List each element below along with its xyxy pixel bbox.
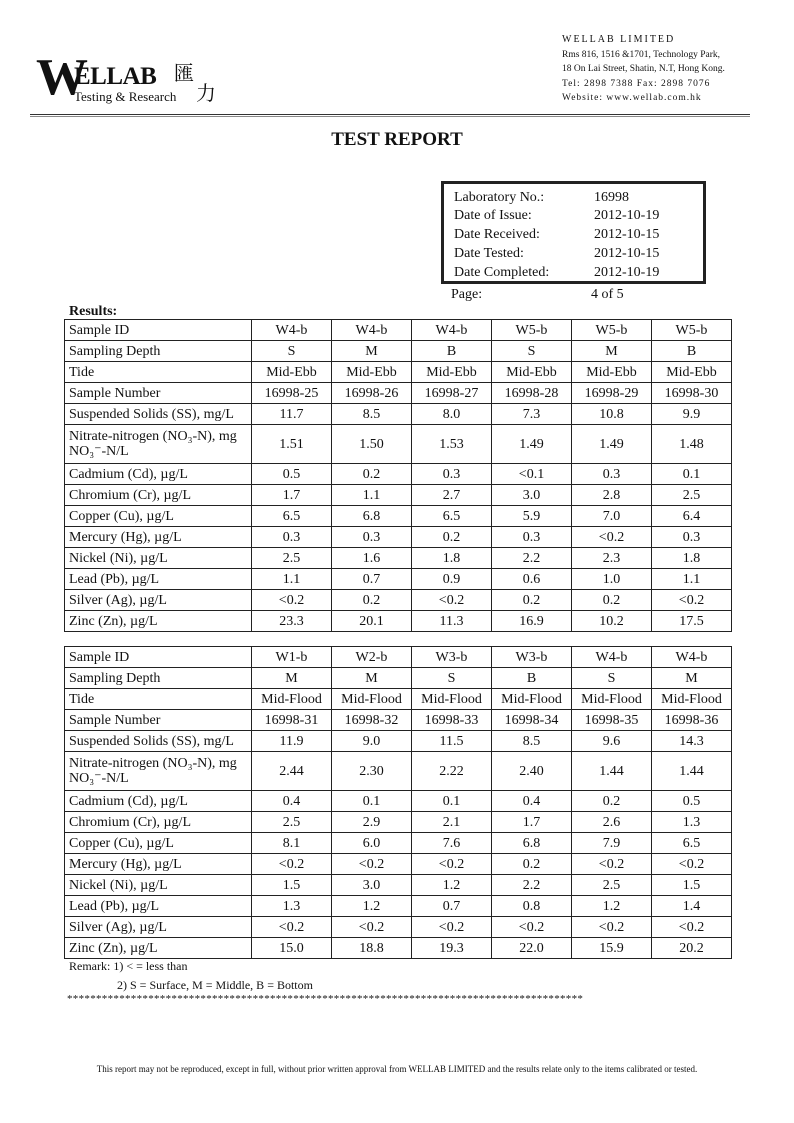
results-table-2	[64, 646, 732, 959]
table-cell: Mid-Flood	[412, 689, 492, 710]
table-row-hg	[65, 527, 732, 548]
table-cell: S	[492, 341, 572, 362]
table-cell: 0.3	[572, 464, 652, 485]
row-label: Chromium (Cr), µg/L	[65, 485, 252, 506]
lab-no-value: 16998	[594, 190, 629, 205]
table-cell: 16998-31	[252, 710, 332, 731]
table-cell: 11.7	[252, 404, 332, 425]
table-cell: 0.6	[492, 569, 572, 590]
table-cell: S	[252, 341, 332, 362]
table-cell: <0.2	[252, 854, 332, 875]
company-name: WELLAB LIMITED	[562, 34, 676, 45]
table-cell: 1.3	[652, 812, 732, 833]
company-info	[562, 33, 725, 106]
table-cell: 9.9	[652, 404, 732, 425]
table-cell: M	[332, 668, 412, 689]
table-cell: W3-b	[492, 647, 572, 668]
row-label: Mercury (Hg), µg/L	[65, 854, 252, 875]
table-row-sample-number	[65, 710, 732, 731]
table-row-ni	[65, 548, 732, 569]
table-cell: 0.3	[492, 527, 572, 548]
logo-cjk-1: 匯	[174, 61, 194, 85]
table-cell: <0.2	[492, 917, 572, 938]
table-cell: 9.0	[332, 731, 412, 752]
row-label: Mercury (Hg), µg/L	[65, 527, 252, 548]
table-cell: Mid-Ebb	[652, 362, 732, 383]
table-cell: Mid-Flood	[492, 689, 572, 710]
table-cell: Mid-Flood	[572, 689, 652, 710]
row-label: Chromium (Cr), µg/L	[65, 812, 252, 833]
table-cell: W4-b	[572, 647, 652, 668]
table-cell: 16998-34	[492, 710, 572, 731]
table-row-tide	[65, 362, 732, 383]
table-cell: 8.1	[252, 833, 332, 854]
row-label: Cadmium (Cd), µg/L	[65, 791, 252, 812]
table-cell: W4-b	[252, 320, 332, 341]
table-cell: 0.2	[492, 590, 572, 611]
received-value: 2012-10-15	[594, 227, 660, 242]
report-info-box	[441, 181, 706, 284]
table-cell: 8.5	[492, 731, 572, 752]
table-row-zn	[65, 611, 732, 632]
table-cell: 0.4	[252, 791, 332, 812]
lab-no-label: Laboratory No.:	[454, 190, 545, 205]
row-label: Silver (Ag), µg/L	[65, 917, 252, 938]
table-cell: 1.6	[332, 548, 412, 569]
table-cell: <0.2	[652, 917, 732, 938]
table-cell: W4-b	[332, 320, 412, 341]
table-cell: 2.2	[492, 548, 572, 569]
table-cell: 8.5	[332, 404, 412, 425]
table-cell: 0.3	[252, 527, 332, 548]
page-label: Page:	[451, 287, 483, 302]
table-row-hg	[65, 854, 732, 875]
table-row-ni	[65, 875, 732, 896]
header-rule-thin	[30, 116, 750, 117]
table-cell: W4-b	[652, 647, 732, 668]
company-website: Website: www.wellab.com.hk	[562, 93, 702, 103]
table-cell: 6.5	[252, 506, 332, 527]
remark-2: 2) S = Surface, M = Middle, B = Bottom	[117, 978, 313, 992]
table-cell: M	[252, 668, 332, 689]
table-cell: 16998-30	[652, 383, 732, 404]
table-cell: 2.9	[332, 812, 412, 833]
table-cell: 6.8	[492, 833, 572, 854]
table-cell: 23.3	[252, 611, 332, 632]
table-cell: 1.2	[412, 875, 492, 896]
end-of-results-divider: *****************************************************************************************	[67, 993, 584, 1005]
table-cell: 0.2	[332, 464, 412, 485]
table-cell: 11.3	[412, 611, 492, 632]
table-cell: 14.3	[652, 731, 732, 752]
table-cell: 16998-36	[652, 710, 732, 731]
table-cell: 2.30	[332, 752, 412, 791]
table-cell: 7.0	[572, 506, 652, 527]
table-row-depth	[65, 341, 732, 362]
page-value: 4 of 5	[591, 287, 624, 302]
table-row-tide	[65, 689, 732, 710]
table-cell: 0.2	[492, 854, 572, 875]
table-cell: 16.9	[492, 611, 572, 632]
table-cell: 0.2	[332, 590, 412, 611]
table-cell: Mid-Flood	[252, 689, 332, 710]
table-cell: 3.0	[332, 875, 412, 896]
row-label: Lead (Pb), µg/L	[65, 896, 252, 917]
table-row-cr	[65, 812, 732, 833]
table-cell: 16998-29	[572, 383, 652, 404]
table-cell: 11.5	[412, 731, 492, 752]
results-label: Results:	[69, 304, 118, 319]
received-label: Date Received:	[454, 227, 540, 242]
table-cell: 22.0	[492, 938, 572, 959]
issue-value: 2012-10-19	[594, 208, 660, 223]
tested-value: 2012-10-15	[594, 246, 660, 261]
table-cell: 2.2	[492, 875, 572, 896]
table-row-pb	[65, 569, 732, 590]
table-cell: 0.5	[252, 464, 332, 485]
remark-1: Remark: 1) < = less than	[69, 959, 188, 973]
table-cell: M	[652, 668, 732, 689]
issue-label: Date of Issue:	[454, 208, 532, 223]
table-cell: 15.9	[572, 938, 652, 959]
company-address-2: 18 On Lai Street, Shatin, N.T, Hong Kong.	[562, 64, 725, 74]
table-cell: 6.5	[412, 506, 492, 527]
table-cell: Mid-Ebb	[492, 362, 572, 383]
table-cell: <0.2	[252, 917, 332, 938]
table-row-ss	[65, 404, 732, 425]
table-cell: 16998-33	[412, 710, 492, 731]
table-cell: 18.8	[332, 938, 412, 959]
table-cell: 2.6	[572, 812, 652, 833]
row-label: Nickel (Ni), µg/L	[65, 548, 252, 569]
table-cell: 1.5	[252, 875, 332, 896]
row-label: Suspended Solids (SS), mg/L	[65, 404, 252, 425]
table-cell: 17.5	[652, 611, 732, 632]
table-cell: <0.2	[572, 527, 652, 548]
table-cell: 0.7	[332, 569, 412, 590]
table-cell: 1.1	[652, 569, 732, 590]
table-row-cu	[65, 506, 732, 527]
table-cell: M	[572, 341, 652, 362]
table-cell: S	[412, 668, 492, 689]
row-label: Nickel (Ni), µg/L	[65, 875, 252, 896]
table-cell: 1.7	[252, 485, 332, 506]
results-table-1	[64, 319, 732, 632]
row-label: Zinc (Zn), µg/L	[65, 611, 252, 632]
row-label: Sampling Depth	[65, 341, 252, 362]
table-cell: 0.2	[412, 527, 492, 548]
table-cell: <0.2	[332, 917, 412, 938]
table-cell: 1.4	[652, 896, 732, 917]
table-cell: 0.2	[572, 791, 652, 812]
table-cell: 0.1	[332, 791, 412, 812]
table-cell: <0.2	[572, 917, 652, 938]
table-row-ag	[65, 590, 732, 611]
table-cell: Mid-Flood	[332, 689, 412, 710]
table-row-cu	[65, 833, 732, 854]
row-label: Sample Number	[65, 383, 252, 404]
table-cell: 2.1	[412, 812, 492, 833]
row-label: Silver (Ag), µg/L	[65, 590, 252, 611]
table-cell: S	[572, 668, 652, 689]
table-row-depth	[65, 668, 732, 689]
table-cell: 1.0	[572, 569, 652, 590]
table-cell: 1.44	[652, 752, 732, 791]
table-cell: 7.3	[492, 404, 572, 425]
table-cell: 3.0	[492, 485, 572, 506]
table-cell: 2.8	[572, 485, 652, 506]
logo-cjk-2: 力	[196, 81, 216, 105]
table-cell: <0.2	[652, 590, 732, 611]
row-label: Zinc (Zn), µg/L	[65, 938, 252, 959]
table-row-ag	[65, 917, 732, 938]
table-cell: 2.5	[572, 875, 652, 896]
table-cell: 2.3	[572, 548, 652, 569]
table-cell: 2.44	[252, 752, 332, 791]
row-label: Sampling Depth	[65, 668, 252, 689]
row-label: Nitrate-nitrogen (NO₃-N), mg NO₃⁻-N/L	[65, 425, 252, 464]
table-cell: 7.9	[572, 833, 652, 854]
table-cell: <0.2	[572, 854, 652, 875]
footer-disclaimer: This report may not be reproduced, except in full, without prior written approval from WELLAB LIMITED and the results relate only to the items calibrated or tested.	[96, 1064, 698, 1074]
table-row-cr	[65, 485, 732, 506]
table-row-pb	[65, 896, 732, 917]
table-cell: 1.48	[652, 425, 732, 464]
table-cell: 20.2	[652, 938, 732, 959]
table-cell: M	[332, 341, 412, 362]
logo-ellab: ELLAB	[74, 63, 157, 90]
table-row-nitrate	[65, 425, 732, 464]
table-cell: W5-b	[652, 320, 732, 341]
table-cell: <0.2	[252, 590, 332, 611]
table-cell: 0.1	[412, 791, 492, 812]
completed-label: Date Completed:	[454, 265, 550, 280]
table-cell: 20.1	[332, 611, 412, 632]
table-cell: 1.2	[332, 896, 412, 917]
table-row-sample-id	[65, 647, 732, 668]
row-label: Tide	[65, 362, 252, 383]
table-row-zn	[65, 938, 732, 959]
table-cell: 0.2	[572, 590, 652, 611]
table-cell: 1.2	[572, 896, 652, 917]
logo-tagline: Testing & Research	[74, 89, 177, 104]
table-cell: 15.0	[252, 938, 332, 959]
table-cell: <0.2	[332, 854, 412, 875]
table-cell: 0.7	[412, 896, 492, 917]
table-cell: 0.1	[652, 464, 732, 485]
company-logo	[36, 49, 226, 108]
table-cell: 1.3	[252, 896, 332, 917]
table-cell: 6.8	[332, 506, 412, 527]
table-cell: Mid-Ebb	[332, 362, 412, 383]
table-row-cd	[65, 791, 732, 812]
table-cell: 10.8	[572, 404, 652, 425]
table-cell: 2.22	[412, 752, 492, 791]
table-cell: 1.51	[252, 425, 332, 464]
table-cell: 1.44	[572, 752, 652, 791]
table-cell: W1-b	[252, 647, 332, 668]
table-cell: Mid-Ebb	[572, 362, 652, 383]
table-cell: W3-b	[412, 647, 492, 668]
table-cell: 1.8	[412, 548, 492, 569]
table-row-sample-id	[65, 320, 732, 341]
table-cell: 1.7	[492, 812, 572, 833]
table-cell: W5-b	[492, 320, 572, 341]
table-cell: 0.4	[492, 791, 572, 812]
table-row-sample-number	[65, 383, 732, 404]
table-cell: 6.0	[332, 833, 412, 854]
table-cell: 0.3	[652, 527, 732, 548]
table-row-cd	[65, 464, 732, 485]
table-cell: Mid-Ebb	[412, 362, 492, 383]
row-label: Cadmium (Cd), µg/L	[65, 464, 252, 485]
table-cell: 7.6	[412, 833, 492, 854]
logo-w: W	[36, 49, 84, 106]
table-cell: Mid-Flood	[652, 689, 732, 710]
row-label: Sample Number	[65, 710, 252, 731]
table-row-ss	[65, 731, 732, 752]
row-label: Suspended Solids (SS), mg/L	[65, 731, 252, 752]
table-cell: 2.5	[252, 548, 332, 569]
row-label: Sample ID	[65, 647, 252, 668]
row-label: Sample ID	[65, 320, 252, 341]
table-cell: 19.3	[412, 938, 492, 959]
page-title: TEST REPORT	[331, 129, 463, 150]
header-rule	[30, 114, 750, 115]
table-cell: 1.8	[652, 548, 732, 569]
table-cell: <0.2	[412, 854, 492, 875]
table-cell: 0.9	[412, 569, 492, 590]
completed-value: 2012-10-19	[594, 265, 660, 280]
table-cell: 11.9	[252, 731, 332, 752]
table-cell: 0.3	[332, 527, 412, 548]
row-label: Tide	[65, 689, 252, 710]
table-cell: 10.2	[572, 611, 652, 632]
row-label: Copper (Cu), µg/L	[65, 506, 252, 527]
table-cell: 2.7	[412, 485, 492, 506]
table-cell: W4-b	[412, 320, 492, 341]
company-address-1: Rms 816, 1516 &1701, Technology Park,	[562, 49, 721, 60]
table-cell: B	[412, 341, 492, 362]
table-cell: 2.5	[652, 485, 732, 506]
table-cell: 16998-25	[252, 383, 332, 404]
row-label: Lead (Pb), µg/L	[65, 569, 252, 590]
row-label: Nitrate-nitrogen (NO₃-N), mg NO₃⁻-N/L	[65, 752, 252, 791]
table-cell: 6.5	[652, 833, 732, 854]
table-cell: 2.5	[252, 812, 332, 833]
table-cell: B	[492, 668, 572, 689]
table-cell: <0.2	[412, 590, 492, 611]
table-cell: <0.1	[492, 464, 572, 485]
table-cell: 16998-27	[412, 383, 492, 404]
table-cell: 1.49	[572, 425, 652, 464]
table-cell: 1.5	[652, 875, 732, 896]
table-cell: <0.2	[412, 917, 492, 938]
table-cell: 0.3	[412, 464, 492, 485]
table-cell: 5.9	[492, 506, 572, 527]
table-cell: B	[652, 341, 732, 362]
table-cell: 1.50	[332, 425, 412, 464]
table-cell: 9.6	[572, 731, 652, 752]
table-row-nitrate	[65, 752, 732, 791]
table-cell: W2-b	[332, 647, 412, 668]
table-cell: 1.53	[412, 425, 492, 464]
table-cell: 16998-32	[332, 710, 412, 731]
table-cell: 6.4	[652, 506, 732, 527]
table-cell: 8.0	[412, 404, 492, 425]
company-phone: Tel: 2898 7388 Fax: 2898 7076	[562, 78, 711, 89]
table-cell: 1.1	[252, 569, 332, 590]
table-cell: 16998-28	[492, 383, 572, 404]
table-cell: 2.40	[492, 752, 572, 791]
row-label: Copper (Cu), µg/L	[65, 833, 252, 854]
table-cell: <0.2	[652, 854, 732, 875]
table-cell: W5-b	[572, 320, 652, 341]
table-cell: 1.49	[492, 425, 572, 464]
table-cell: 16998-26	[332, 383, 412, 404]
tested-label: Date Tested:	[454, 246, 524, 261]
table-cell: 1.1	[332, 485, 412, 506]
table-cell: 0.8	[492, 896, 572, 917]
table-cell: 0.5	[652, 791, 732, 812]
table-cell: 16998-35	[572, 710, 652, 731]
table-cell: Mid-Ebb	[252, 362, 332, 383]
